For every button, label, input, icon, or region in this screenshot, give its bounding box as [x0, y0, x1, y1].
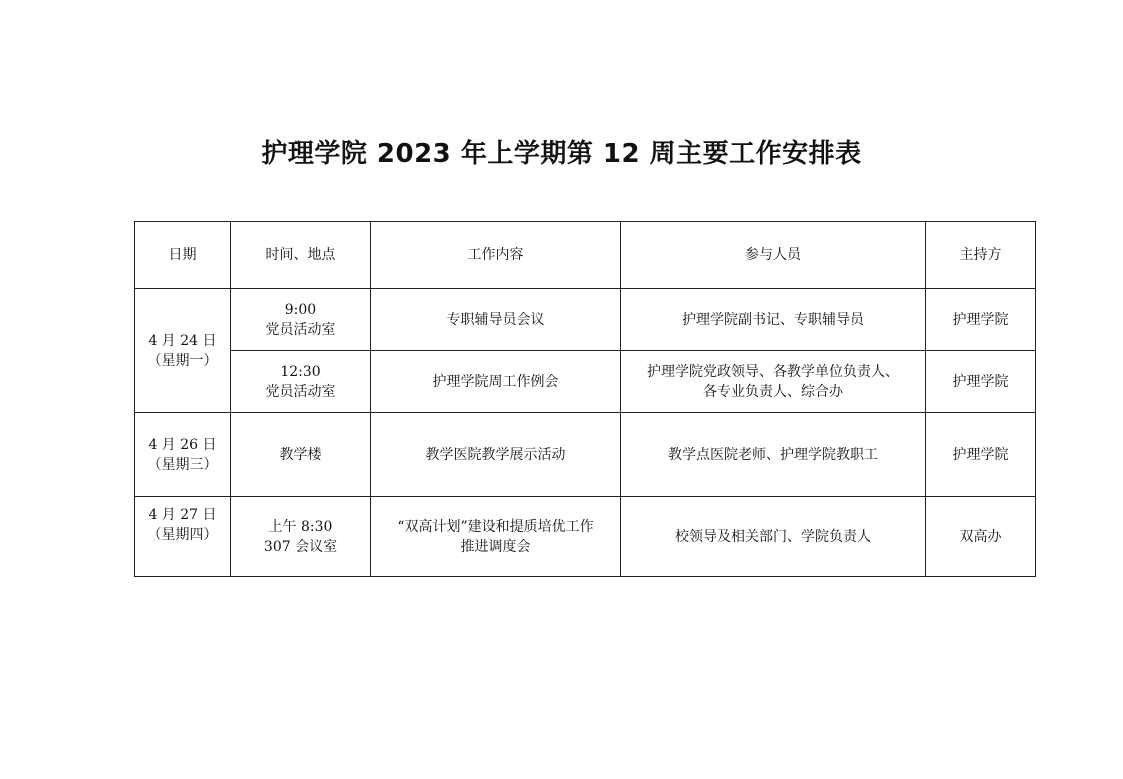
content-cell — [371, 497, 621, 577]
people-cell — [621, 497, 926, 577]
date-cell — [135, 289, 231, 413]
date-cell — [135, 413, 231, 497]
content-cell: 专职辅导员会议 — [371, 289, 621, 351]
schedule-table — [134, 221, 1036, 577]
time-text: 12:30 — [280, 363, 321, 380]
header-people: 参与人员 — [621, 222, 926, 289]
date-cell — [135, 497, 231, 577]
header-host: 主持方 — [926, 222, 1036, 289]
content-text: “双高计划”建设和提质培优工作 — [397, 518, 594, 535]
place-text: 教学楼 — [279, 446, 322, 463]
table-row — [135, 413, 1036, 497]
table-row — [135, 289, 1036, 351]
content-cell: 护理学院周工作例会 — [371, 351, 621, 413]
time-place-cell — [231, 351, 371, 413]
place-text: 党员活动室 — [265, 383, 336, 400]
header-time-place: 时间、地点 — [231, 222, 371, 289]
weekday-text: （星期四） — [147, 527, 218, 543]
header-date: 日期 — [135, 222, 231, 289]
date-text: 4 月 24 日 — [148, 332, 217, 349]
host-cell: 双高办 — [926, 497, 1036, 577]
table-row — [135, 497, 1036, 577]
time-text: 9:00 — [284, 301, 317, 318]
content-cell: 教学医院教学展示活动 — [371, 413, 621, 497]
content-text: 推进调度会 — [460, 538, 531, 555]
date-text: 4 月 27 日 — [148, 507, 217, 523]
people-cell — [621, 413, 926, 497]
place-text: 党员活动室 — [265, 321, 336, 338]
time-place-cell — [231, 289, 371, 351]
people-text: 各专业负责人、综合办 — [703, 383, 843, 400]
place-text: 307 会议室 — [263, 538, 338, 555]
time-place-cell — [231, 497, 371, 577]
people-text: 护理学院副书记、专职辅导员 — [682, 311, 864, 328]
time-text: 上午 8:30 — [268, 518, 333, 535]
host-cell: 护理学院 — [926, 413, 1036, 497]
time-place-cell — [231, 413, 371, 497]
table-header-row — [135, 222, 1036, 289]
page-title: 护理学院 2023 年上学期第 12 周主要工作安排表 — [261, 139, 862, 169]
host-cell: 护理学院 — [926, 351, 1036, 413]
people-cell — [621, 351, 926, 413]
date-text: 4 月 26 日 — [148, 436, 217, 453]
weekday-text: （星期一） — [147, 352, 218, 369]
people-text: 校领导及相关部门、学院负责人 — [675, 528, 871, 545]
header-content: 工作内容 — [371, 222, 621, 289]
table-row — [135, 351, 1036, 413]
people-cell — [621, 289, 926, 351]
weekday-text: （星期三） — [147, 456, 218, 473]
people-text: 护理学院党政领导、各教学单位负责人、 — [647, 363, 899, 380]
people-text: 教学点医院老师、护理学院教职工 — [668, 446, 878, 463]
host-cell: 护理学院 — [926, 289, 1036, 351]
